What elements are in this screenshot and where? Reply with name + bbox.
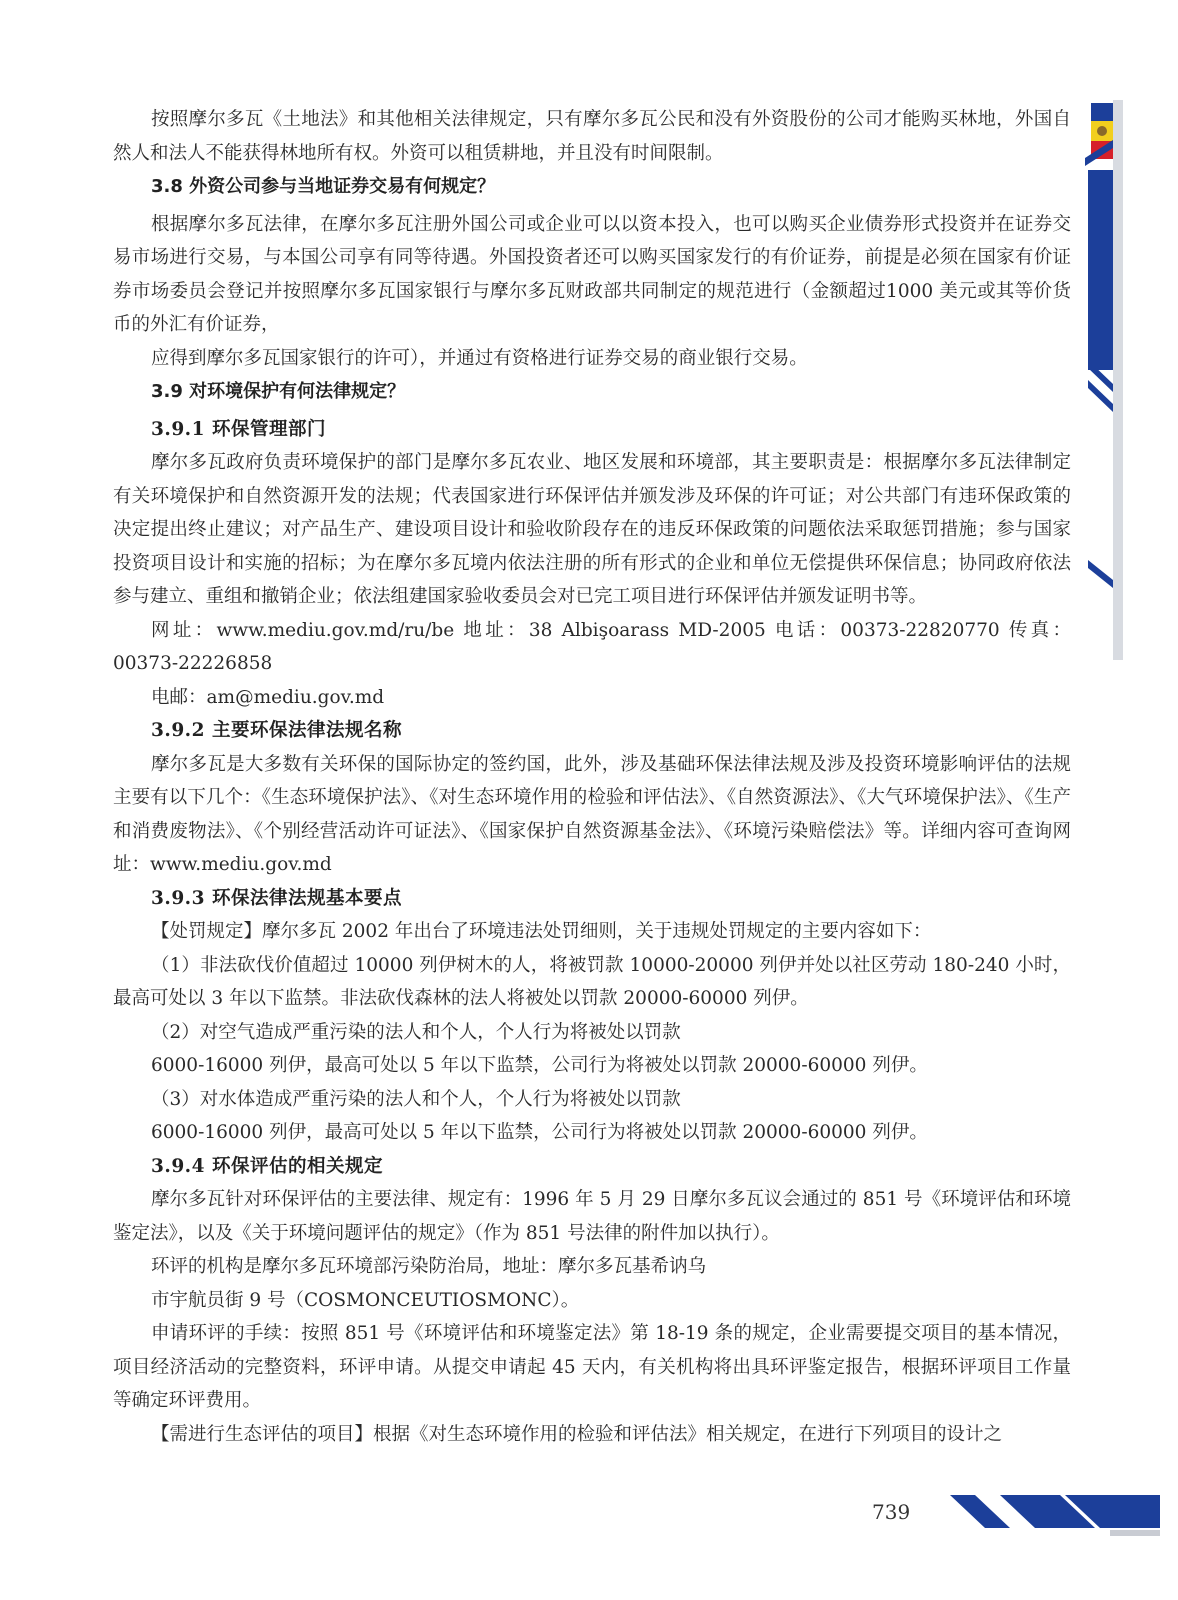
paragraph-contact: 网址：www.mediu.gov.md/ru/be 地址：38 Albişoarass MD-2005 电话：00373-22820770 传真：00373-22226858 [113,619,1071,674]
page-body [113,103,1071,1451]
edge-bar [1088,170,1113,370]
page-number: 739 [872,1500,911,1524]
heading-3-9: 3.9 对环境保护有何法律规定？ [151,381,406,402]
heading-3-9-3: 3.9.3 环保法律法规基本要点 [151,887,402,909]
heading-3-9-2: 3.9.2 主要环保法律法规名称 [151,720,402,741]
paragraph-env-laws: 摩尔多瓦是大多数有关环保的国际协定的签约国，此外，涉及基础环保法律法规及涉及投资环境影响评估的法规主要有以下几个：《生态环境保护法》、《对生态环境作用的检验和评估法》、《自然资源法》、《大气环境保护法》、《生产和消费废物法》、《个别经营活动许可证法》、《国家保护自然资源基金法》、《环境污染赔偿法》等。详细内容可查询网址：www.mediu.gov.md [113,753,1071,875]
edge-grey-bar [1113,100,1123,660]
flag-blue-stripe [1091,103,1113,121]
paragraph-env-dept: 摩尔多瓦政府负责环境保护的部门是摩尔多瓦农业、地区发展和环境部，其主要职责是：根据摩尔多瓦法律制定有关环境保护和自然资源开发的法规；代表国家进行环保评估并颁发涉及环保的许可证；对公共部门有违环保政策的决定提出终止建议；对产品生产、建设项目设计和验收阶段存在的违反环保政策的问题依法采取惩罚措施；参与国家投资项目设计和实施的招标；为在摩尔多瓦境内依法注册的所有形式的企业和单位无偿提供环保信息；协同政府依法参与建立、重组和撤销企业；依法组建国家验收委员会对已完工项目进行环保评估并颁发证明书等。 [113,452,1071,607]
paragraph-penalty-3-cont: 6000-16000 列伊，最高可处以 5 年以下监禁，公司行为将被处以罚款 20000-60000 列伊。 [151,1122,928,1143]
paragraph-securities-cont: 应得到摩尔多瓦国家银行的许可），并通过有资格进行证券交易的商业银行交易。 [151,347,808,369]
paragraph-penalty-1: （1）非法砍伐价值超过 10000 列伊树木的人，将被罚款 10000-20000 列伊并处以社区劳动 180-240 小时，最高可处以 3 年以下监禁。非法砍伐森林的法人将被处以罚款 20000-60000 列伊。 [113,954,1071,1009]
flag-emblem-icon [1097,126,1107,136]
paragraph-eia-laws: 摩尔多瓦针对环保评估的主要法律、规定有：1996 年 5 月 29 日摩尔多瓦议会通过的 851 号《环境评估和环境鉴定法》，以及《关于环境问题评估的规定》（作为 851 号法律的附件加以执行）。 [113,1189,1071,1244]
heading-3-8: 3.8 外资公司参与当地证券交易有何规定？ [151,176,496,197]
paragraph-penalties: 【处罚规定】摩尔多瓦 2002 年出台了环境违法处罚细则，关于违规处罚规定的主要内容如下： [151,921,932,942]
paragraph-securities: 根据摩尔多瓦法律，在摩尔多瓦注册外国公司或企业可以以资本投入，也可以购买企业债券形式投资并在证券交易市场进行交易，与本国公司享有同等待遇。外国投资者还可以购买国家发行的有价证券，前提是必须在国家有价证券市场委员会登记并按照摩尔多瓦国家银行与摩尔多瓦财政部共同制定的规范进行（金额超过1000 美元或其等价货币的外汇有价证券， [113,213,1071,335]
edge-stripe-3 [1088,560,1113,588]
bottom-stripe-1 [950,1495,1010,1528]
heading-3-9-1: 3.9.1 环保管理部门 [151,418,326,440]
paragraph-penalty-2-cont: 6000-16000 列伊，最高可处以 5 年以下监禁，公司行为将被处以罚款 20000-60000 列伊。 [151,1055,928,1076]
paragraph-eia-agency: 环评的机构是摩尔多瓦环境部污染防治局，地址：摩尔多瓦基希讷乌 [151,1256,707,1277]
paragraph-land-law: 按照摩尔多瓦《土地法》和其他相关法律规定，只有摩尔多瓦公民和没有外资股份的公司才能购买林地，外国自然人和法人不能获得林地所有权。外资可以租赁耕地，并且没有时间限制。 [113,109,1071,164]
paragraph-email: 电邮：am@mediu.gov.md [151,686,385,708]
paragraph-eia-address: 市宇航员街 9 号（COSMONCEUTIOSMONC）。 [151,1289,580,1311]
paragraph-penalty-3: （3）对水体造成严重污染的法人和个人，个人行为将被处以罚款 [151,1088,681,1110]
paragraph-penalty-2: （2）对空气造成严重污染的法人和个人，个人行为将被处以罚款 [151,1021,681,1043]
bottom-grey-line [1110,1530,1160,1536]
heading-3-9-4: 3.9.4 环保评估的相关规定 [151,1155,383,1177]
paragraph-eia-procedure: 申请环评的手续：按照 851 号《环境评估和环境鉴定法》第 18-19 条的规定，企业需要提交项目的基本情况，项目经济活动的完整资料，环评申请。从提交申请起 45 天内，有关机构将出具环评鉴定报告，根据环评项目工作量等确定环评费用。 [113,1323,1071,1411]
paragraph-eco-projects: 【需进行生态评估的项目】根据《对生态环境作用的检验和评估法》相关规定，在进行下列项目的设计之 [151,1423,1003,1445]
